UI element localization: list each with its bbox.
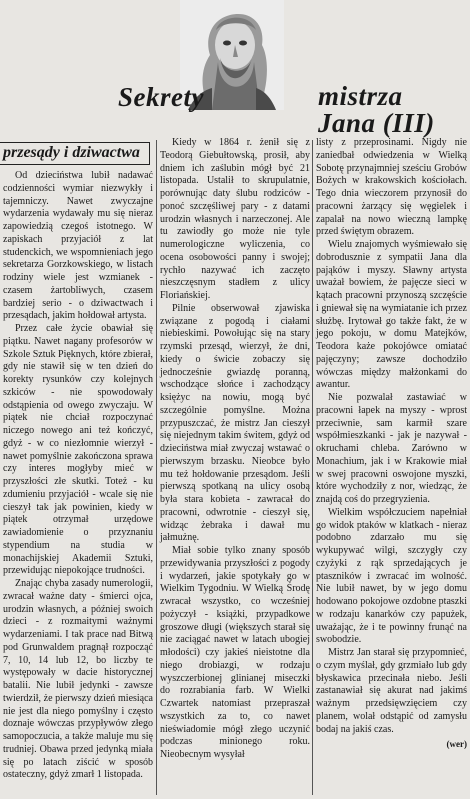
paragraph: Nie pozwalał zastawiać w pracowni łapek na myszy - wprost przeciwnie, sam karmił szare współmieszkanki - jak je nazywał - okruchami chleba. Zarówno w Monachium, jak i w Krakowie miał w swej pracowni oswojone myszki, które wychodziły z nor, wiedząc, że znajdą coś do przegryzienia. xyxy=(316,392,467,505)
subheading: przesądy i dziwactwa xyxy=(3,144,140,161)
paragraph: Miał sobie tylko znany sposób przewidywania przyszłości z pogody i wydarzeń, jakie spotykały go w Wielkim Tygodniu. W Wielką Środę zwracał wszystko, co wcześniej pożyczył - książki, przypadkowe groszowe długi (większych starał się nie zaciągać nawet w latach ubogiej młodości) czy jakieś nieistotne dla niego drobiazgi, w rodzaju wyszczerbionej glinianej miseczki do rozrabiania farb. W Wielki Czwartek natomiast przepraszał wszystkich za to, co nawet nieświadomie mógł złego uczynić podczas minionego roku. Nieobecnym wysyłał xyxy=(160,545,310,760)
article-title-part3: Jana (III) xyxy=(318,108,435,138)
article-title-part1: Sekrety xyxy=(118,82,204,112)
subheading-box xyxy=(0,142,150,165)
paragraph: Mistrz Jan starał się przypomnieć, o czym myślał, gdy grzmiało lub gdy błyskawica przecinała niebo. Jeśli zastanawiał się akurat nad jakimś ważnym przedsięwzięciem czy planem, wolał odstąpić od zamysłu bodaj na jakiś czas. xyxy=(316,647,467,735)
text-column-3 xyxy=(316,137,467,751)
paragraph: Kiedy w 1864 r. żenił się z Teodorą Giebułtowską, prosił, aby dniem ich zaślubin mógł być 21 listopada. Ustalił to skrupulatnie, porównując daty ślubu rodziców - ponoć szczęśliwej pary - z datami urodzin własnych i narzeczonej. Ale tu zawiodły go może nie tyle numerologiczne wyliczenia, co ocena osobowości panny i swojej; rychło nazywać ich zaczęto nieszczęsnym stadłem z ulicy Floriańskiej. xyxy=(160,137,310,301)
text-column-1 xyxy=(3,170,153,782)
paragraph: Od dzieciństwa lubił nadawać codzienności wymiar niezwykły i tajemniczy. Nawet zwyczajne wydarzenia wydawały mu się nieraz zapowiedzią czegoś istotnego. W zapiskach przyjaciół z lat studenckich, we wspomnieniach jego sekretarza Gorzkowskiego, w listach rodziny wiele jest wzmianek - czasem żartobliwych, czasem bardziej serio - o dziwactwach i przesądach, jakim hołdował artysta. xyxy=(3,170,153,322)
paragraph: listy z przeprosinami. Nigdy nie zaniedbał odwiedzenia w Wielką Sobotę przynajmniej sześciu Grobów Bożych w krakowskich kościołach. Tego dnia wieczorem przynosił do pracowni żarzący się węgielek i zapalał na nowo wieczną lampkę przed świętym obrazem. xyxy=(316,137,467,238)
paragraph: Wielu znajomych wyśmiewało się dobrodusznie z sympatii Jana dla pająków i myszy. Sławny artysta uważał bowiem, że pajęcze sieci w kątach pracowni przynoszą szczęście i gniewał się na wymiatanie ich przez służbę. Irytował go także fakt, że w jego pokoju, w domu Matejków, Teodora każe pokojówce omiatać pajęczyny; zawsze dochodziło wówczas między małżonkami do awantur. xyxy=(316,239,467,391)
article-title-part2: mistrza xyxy=(318,81,403,111)
column-divider xyxy=(156,140,157,795)
paragraph: Przez całe życie obawiał się piątku. Nawet nagany profesorów w Szkole Sztuk Pięknych, które zbierał, gdy nie stawił się w ten dzień do korekty rysunków czy kolejnych szkiców - nie spowodowały odstąpienia od owego zwyczaju. W piątek nie chciał rozpoczynać niczego nowego ani też kończyć, gdyż - w co niezłomnie wierzył - nawet pomyślnie zakończona sprawa czy interes mogłyby mieć w przyszłości złe skutki. Toteż - ku zdumieniu przyjaciół - wcale się nie cieszył tak jak powinien, kiedy w piątek otrzymał urzędowe zawiadomienie o przyznaniu stypendium na studia w monachijskiej Akademii Sztuki, przewidując niepokojące trudności. xyxy=(3,323,153,577)
column-divider xyxy=(312,140,313,795)
paragraph: Pilnie obserwował zjawiska związane z pogodą i ciałami niebieskimi. Powołując się na stary rzymski przesąd, wierzył, że dni, kiedy o świcie zobaczy się jednocześnie gwiazdę poranną, wschodzące słońce i zachodzący księżyc na nowiu, mogą być szczególnie pomyślne. Można przypuszczać, że mistrz Jan cieszył się niejednym takim świtem, gdyż od dzieciństwa miał zwyczaj wstawać o pierwszym brzasku. Nieobce było mu też hołdowanie przesądom. Jeśli pierwszą spotkaną na ulicy osobą była stara kobieta - zawracał do pracowni, odwrotnie - cieszył się, widząc żebraka i dawał mu jałmużnę. xyxy=(160,302,310,544)
text-column-2 xyxy=(160,137,310,762)
author-signature: (wer) xyxy=(446,739,467,750)
paragraph: Znając chyba zasady numerologii, zwracał ważne daty - śmierci ojca, urodzin własnych, a później swoich dzieci - z rozmaitymi ważnymi wydarzeniami. I tak prace nad Bitwą pod Grunwaldem pragnął rozpocząć 7, 10, 14 lub 12, bo liczby te występowały w dacie historycznej batalii. Nie lubił jedynki - zawsze twierdził, że pierwszy dzień miesiąca nie jest dla niego pomyślny i często doznaje wówczas przypływów złego samopoczucia, a także maluje mu się trudniej. Obawa przed jedynką miała się po latach ziścić w sposób ostateczny, gdyż zmarł 1 listopada. xyxy=(3,578,153,781)
paragraph: Wielkim współczuciem napełniał go widok ptaków w klatkach - nieraz podobno zdarzało mu się wykupywać wilgi, szczygły czy czyżyki z rąk sprzedających je ptaszników i zwracać im wolność. Nie lubił nawet, by w jego domu hodowano pokojowe ozdobne ptaszki w rodzaju kanarków czy papużek, uważając, że i te powinny frunąć na swobodzie. xyxy=(316,506,467,646)
